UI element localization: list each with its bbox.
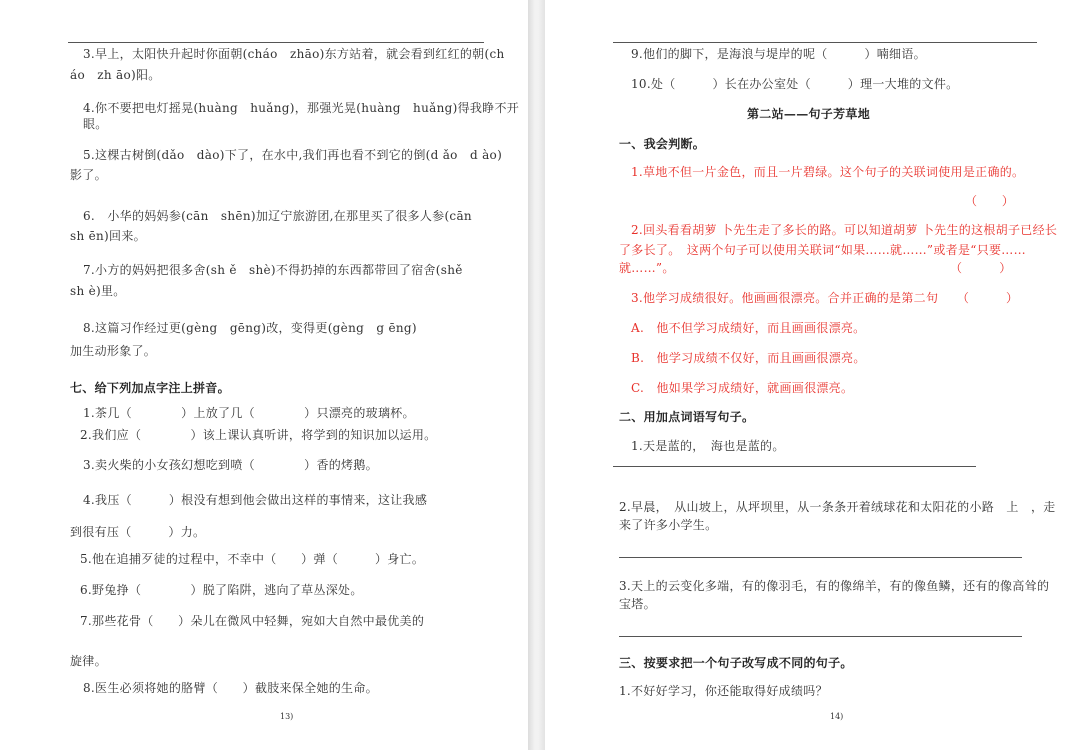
text-line: 4.我压（ ）根没有想到他会做出这样的事情来，这让我感	[83, 493, 428, 507]
section-heading: 二、用加点词语写句子。	[619, 410, 755, 424]
text-line: 影了。	[70, 168, 107, 182]
page-number: 13)	[280, 712, 294, 721]
text-line-red: 2.回头看看胡萝 卜先生走了多长的路。可以知道胡萝 卜先生的这根胡子已经长	[631, 223, 1058, 237]
text-line: 到很有压（ ）力。	[70, 525, 206, 539]
text-line: 1.不好好学习，你还能取得好成绩吗？	[619, 684, 828, 698]
text-line: 2.早晨， 从山坡上，从坪坝里，从一条条开着绒球花和太阳花的小路 上 ，走	[619, 500, 1056, 514]
text-line: 9.他们的脚下，是海浪与堤岸的呢（ ）喃细语。	[631, 47, 926, 61]
text-line: 旋律。	[70, 654, 107, 668]
text-line: 8.这篇习作经过更(gèng gēng)改，变得更(gèng g ēng)	[83, 321, 417, 335]
text-line-red: 1.草地不但一片金色，而且一片碧绿。这个句子的关联词使用是正确的。	[631, 165, 1025, 179]
text-line: áo zh āo)阳。	[70, 68, 161, 82]
text-line: 宝塔。	[619, 597, 656, 611]
option-c: C. 他如果学习成绩好，就画画很漂亮。	[631, 381, 854, 395]
left-page	[0, 0, 528, 750]
answer-bracket: （ ）	[950, 261, 1012, 275]
text-line: 6. 小华的妈妈参(cān shēn)加辽宁旅游团,在那里买了很多人参(cān	[83, 209, 472, 223]
text-line: sh è)里。	[70, 284, 126, 298]
right-page	[545, 0, 1080, 750]
top-rule	[613, 42, 1037, 43]
section-title: 第二站——句子芳草地	[747, 107, 871, 121]
text-line: 6.野兔挣（ ）脱了陷阱，逃向了草丛深处。	[80, 583, 363, 597]
section-heading: 三、按要求把一个句子改写成不同的句子。	[619, 656, 853, 670]
text-line: 5.这棵古树倒(dǎo dào)下了，在水中,我们再也看不到它的倒(d ǎo d ào)	[83, 148, 503, 162]
text-line: 眼。	[83, 117, 108, 131]
text-line: sh ēn)回来。	[70, 229, 146, 243]
top-rule	[68, 42, 484, 43]
text-line: 3.卖火柴的小女孩幻想吃到喷（ ）香的烤鹅。	[83, 458, 378, 472]
text-line: 2.我们应（ ）该上课认真听讲，将学到的知识加以运用。	[80, 428, 437, 442]
page-gutter	[528, 0, 545, 750]
text-line-red: 就……”。	[619, 261, 675, 275]
text-line: 3.早上，太阳快升起时你面朝(cháo zhāo)东方站着，就会看到红红的朝(ch	[83, 47, 505, 61]
answer-line	[613, 466, 976, 467]
text-line: 3.天上的云变化多端，有的像羽毛，有的像绵羊，有的像鱼鳞，还有的像高耸的	[619, 579, 1050, 593]
text-line: 来了许多小学生。	[619, 518, 718, 532]
text-line-red: 了多长了。 这两个句子可以使用关联词“如果……就……”或者是“只要……	[619, 243, 1026, 257]
text-line: 5.他在追捕歹徒的过程中，不幸中（ ）弹（ ）身亡。	[80, 552, 425, 566]
answer-line	[619, 557, 1022, 558]
answer-bracket: （ ）	[965, 194, 1015, 208]
option-b: B. 他学习成绩不仅好，而且画画很漂亮。	[631, 351, 866, 365]
text-line: 10.处（ ）长在办公室处（ ）理一大堆的文件。	[631, 77, 959, 91]
text-line: 1.茶几（ ）上放了几（ ）只漂亮的玻璃杯。	[83, 406, 415, 420]
option-a: A. 他不但学习成绩好，而且画画很漂亮。	[631, 321, 866, 335]
page-number: 14)	[830, 712, 844, 721]
text-line: 8.医生必须将她的胳臂（ ）截肢来保全她的生命。	[83, 681, 378, 695]
text-line: 4.你不要把电灯摇晃(huàng huǎng)，那强光晃(huàng huǎng)得我睁不开	[83, 101, 520, 115]
section-heading: 一、我会判断。	[619, 137, 706, 151]
text-line-red: 3.他学习成绩很好。他画画很漂亮。合并正确的是第二句 （ ）	[631, 291, 1019, 305]
section-heading: 七、给下列加点字注上拼音。	[70, 381, 230, 395]
text-line: 1.天是蓝的， 海也是蓝的。	[631, 439, 785, 453]
text-line: 7.那些花骨（ ）朵儿在微风中轻舞，宛如大自然中最优美的	[80, 614, 425, 628]
answer-line	[619, 636, 1022, 637]
text-line: 加生动形象了。	[70, 344, 157, 358]
text-line: 7.小方的妈妈把很多舍(sh ě shè)不得扔掉的东西都带回了宿舍(shě	[83, 263, 463, 277]
